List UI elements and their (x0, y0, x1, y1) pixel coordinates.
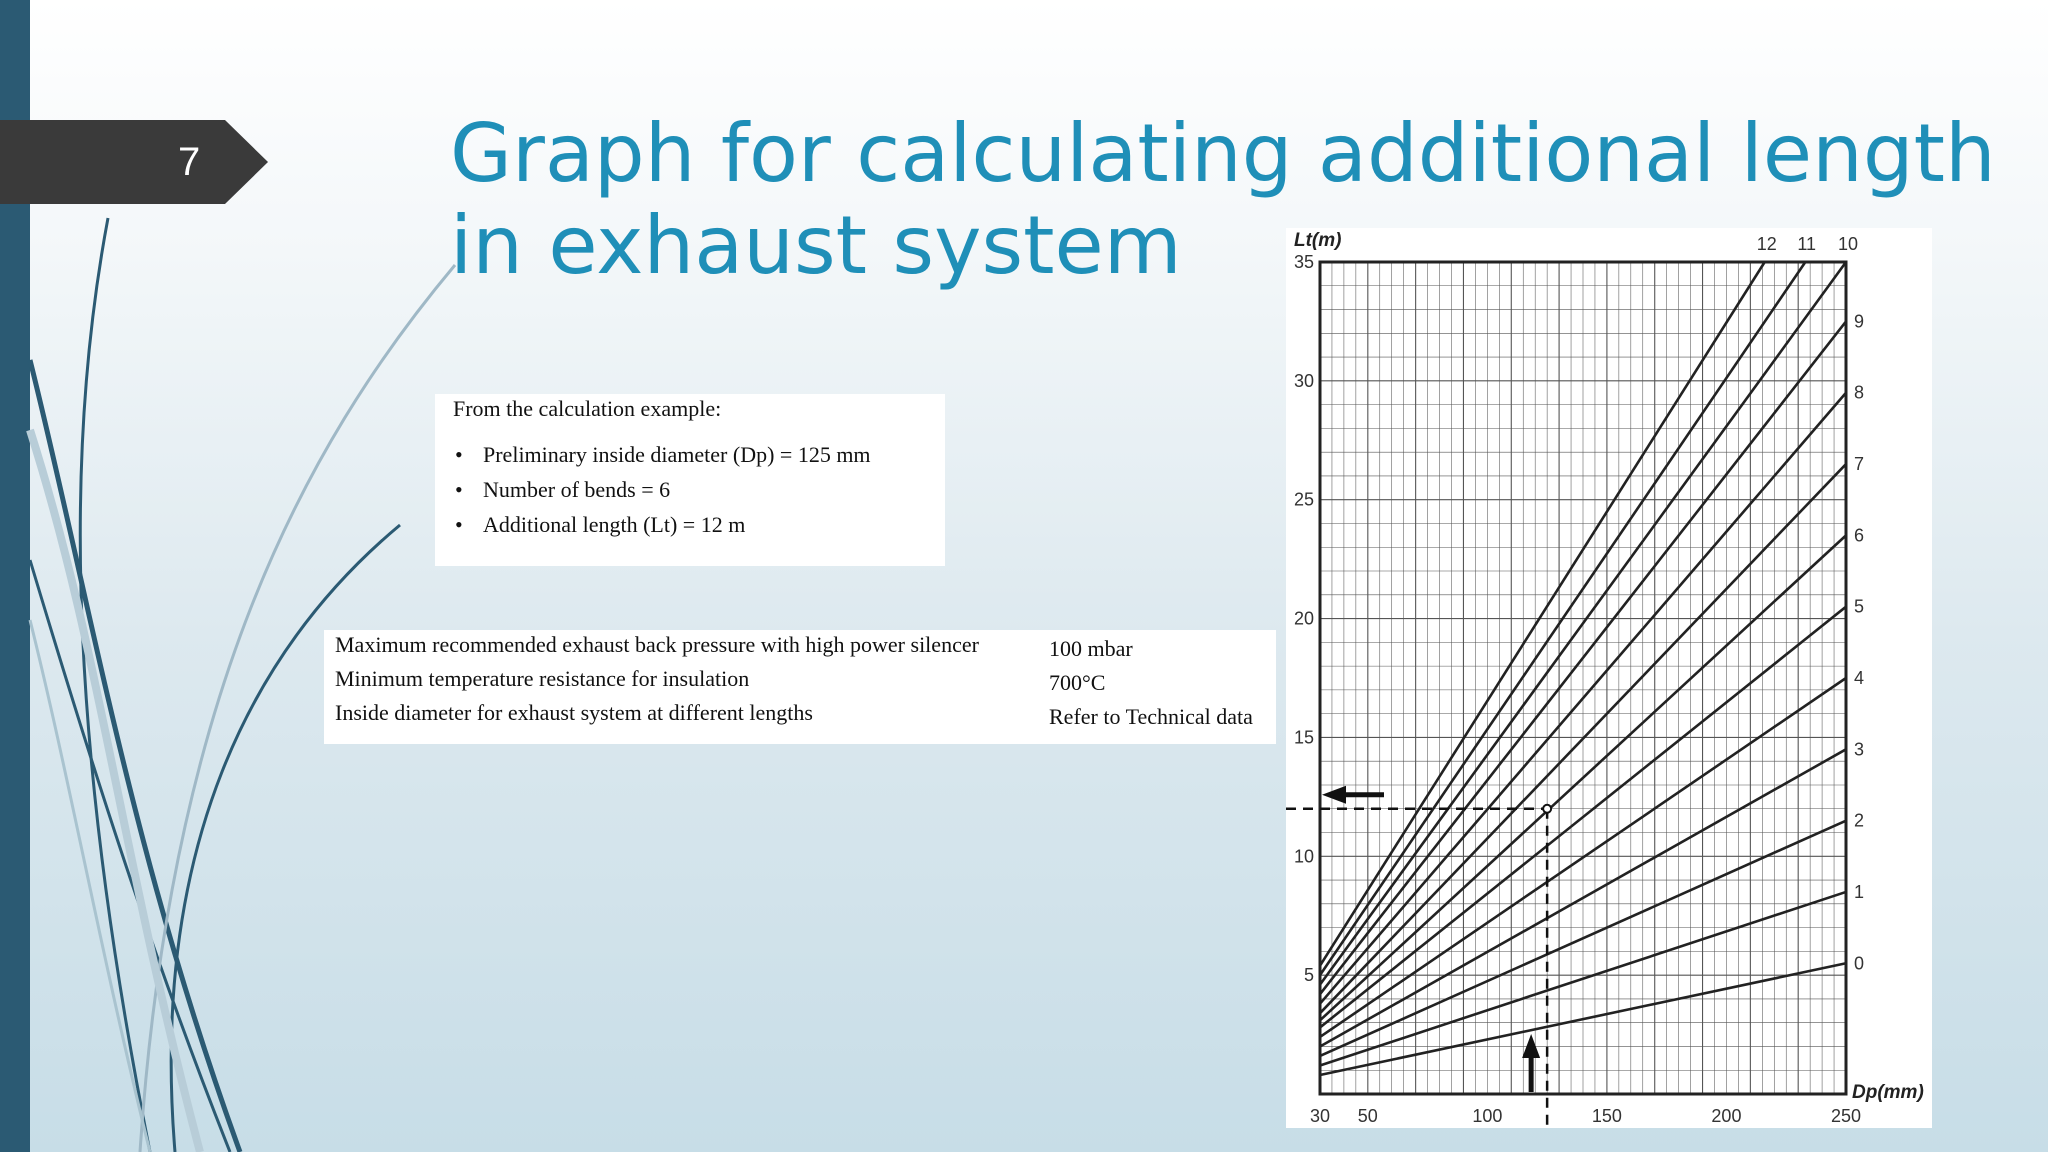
x-tick-label: 30 (1309, 1106, 1331, 1126)
series-label-5: 5 (1854, 596, 1865, 617)
example-bullet: • Additional length (Lt) = 12 m (453, 512, 871, 547)
x-tick-label: 200 (1711, 1106, 1742, 1126)
x-tick-label: 50 (1357, 1106, 1378, 1126)
series-label-10: 10 (1838, 234, 1859, 254)
spec-row (335, 700, 1275, 734)
x-tick-label: 150 (1591, 1106, 1622, 1126)
spec-table (324, 630, 1276, 744)
series-label-6: 6 (1854, 525, 1865, 546)
y-tick-label: 15 (1293, 727, 1314, 748)
spec-row (335, 666, 1275, 700)
series-label-2: 2 (1854, 810, 1865, 831)
length-chart (1286, 228, 1932, 1128)
example-bullet: • Number of bends = 6 (453, 477, 871, 512)
series-label-0: 0 (1854, 953, 1865, 974)
arrow-left-head (1322, 786, 1346, 804)
x-axis-label: Dp(mm) (1852, 1082, 1924, 1103)
spec-label: Minimum temperature resistance for insulation (335, 666, 750, 691)
series-label-9: 9 (1854, 311, 1865, 332)
x-tick-label: 250 (1830, 1106, 1862, 1126)
series-line-12 (1320, 262, 1765, 966)
series-label-7: 7 (1854, 454, 1865, 475)
series-label-3: 3 (1854, 739, 1865, 760)
series-label-4: 4 (1854, 668, 1865, 688)
y-axis-label: Lt(m) (1294, 230, 1342, 251)
example-bullet: • Preliminary inside diameter (Dp) = 125 mm (453, 442, 871, 477)
series-label-12: 12 (1756, 234, 1777, 254)
y-tick-label: 10 (1293, 846, 1314, 867)
y-tick-label: 25 (1293, 489, 1314, 510)
series-label-1: 1 (1854, 881, 1865, 902)
chart-svg (1286, 228, 1932, 1128)
series-label-11: 11 (1797, 234, 1817, 254)
x-tick-label: 100 (1472, 1106, 1503, 1126)
slide-number: 7 (178, 140, 201, 184)
arrow-up-head (1522, 1034, 1540, 1058)
spec-row (335, 632, 1275, 666)
title-line-1: Graph for calculating additional length (450, 107, 1996, 200)
slide-number-badge (0, 120, 268, 204)
y-tick-label: 30 (1293, 370, 1314, 391)
calculation-example-box (435, 394, 945, 566)
example-bullet-list (453, 442, 871, 547)
spec-label: Maximum recommended exhaust back pressure with high power silencer (335, 632, 979, 657)
spec-value: 700°C (1049, 670, 1106, 695)
spec-value: Refer to Technical data (1049, 704, 1253, 729)
series-label-8: 8 (1854, 382, 1865, 403)
y-tick-label: 20 (1293, 608, 1314, 629)
example-intro: From the calculation example: (453, 396, 722, 421)
example-point-marker (1543, 805, 1551, 813)
title-line-2: in exhaust system (450, 199, 1182, 292)
spec-value: 100 mbar (1049, 636, 1133, 661)
y-tick-label: 35 (1293, 252, 1314, 272)
spec-label: Inside diameter for exhaust system at different lengths (335, 700, 813, 725)
y-tick-label: 5 (1303, 965, 1314, 986)
